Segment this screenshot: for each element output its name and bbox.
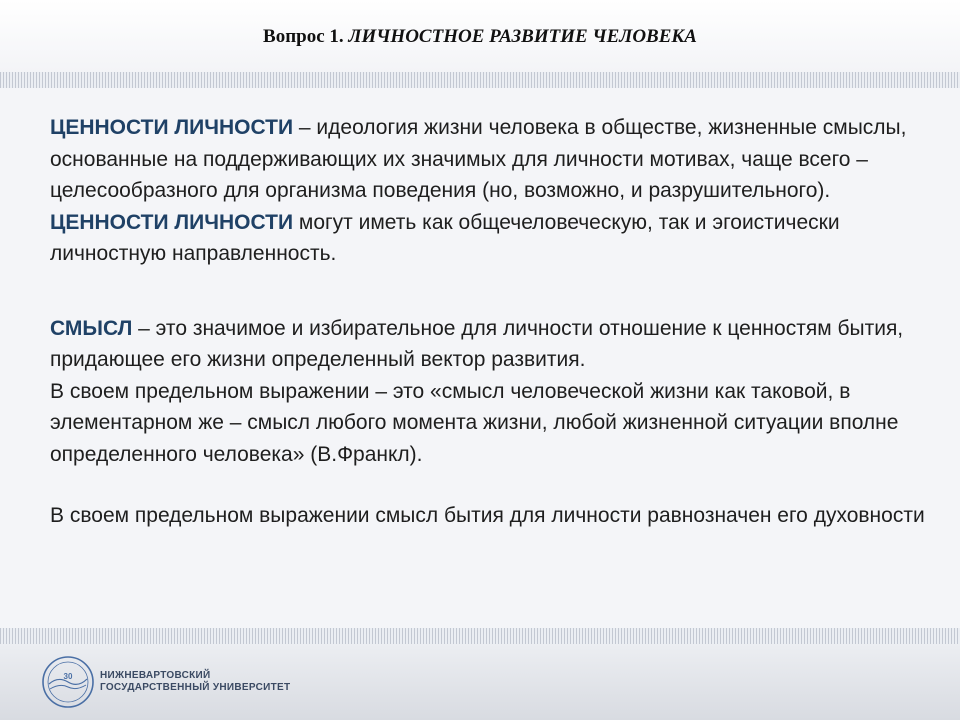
spirituality-statement: В своем предельном выражении смысл бытия для личности равнозначен его духовности [50, 504, 925, 527]
slide-content [0, 88, 960, 628]
university-emblem-icon [40, 654, 96, 710]
slide-title [0, 26, 960, 48]
university-name [100, 670, 290, 694]
values-definition [50, 112, 930, 207]
content-text [50, 112, 930, 532]
values-orientation-text: могут иметь как общечеловеческую, так и эгоистически личностную направленность. [50, 210, 840, 265]
slide-footer [0, 644, 960, 720]
meaning-term: СМЫСЛ [50, 316, 133, 340]
header-divider [0, 72, 960, 88]
title-topic: ЛИЧНОСТНОЕ РАЗВИТИЕ ЧЕЛОВЕКА [348, 26, 697, 47]
title-prefix: Вопрос 1. [263, 26, 344, 47]
university-name-line1: НИЖНЕВАРТОВСКИЙ [100, 670, 211, 681]
values-term-2: ЦЕННОСТИ ЛИЧНОСТИ [50, 210, 294, 234]
meaning-definition-text: – это значимое и избирательное для личности отношение к ценностям бытия, придающее его жизни определенный вектор развития. [50, 316, 904, 371]
values-orientation [50, 207, 930, 270]
slide-header [0, 0, 960, 72]
logo-number: 30 [63, 672, 73, 681]
university-name-line2: ГОСУДАРСТВЕННЫЙ УНИВЕРСИТЕТ [100, 682, 291, 693]
values-definition-text: – идеология жизни человека в обществе, жизненные смыслы, основанные на поддерживающих их значимых для личности мотивах, чаще всего – целесообразного для организма поведения (но, возможно, и разрушительного). [50, 116, 907, 202]
meaning-definition [50, 313, 930, 376]
values-term: ЦЕННОСТИ ЛИЧНОСТИ [50, 116, 294, 139]
footer-divider [0, 628, 960, 644]
frankl-quote: В своем предельном выражении – это «смысл человеческой жизни как таковой, в элементарном же – смысл любого момента жизни, любой жизненной ситуации вполне определенного человека» (В.Франкл). [50, 379, 899, 466]
